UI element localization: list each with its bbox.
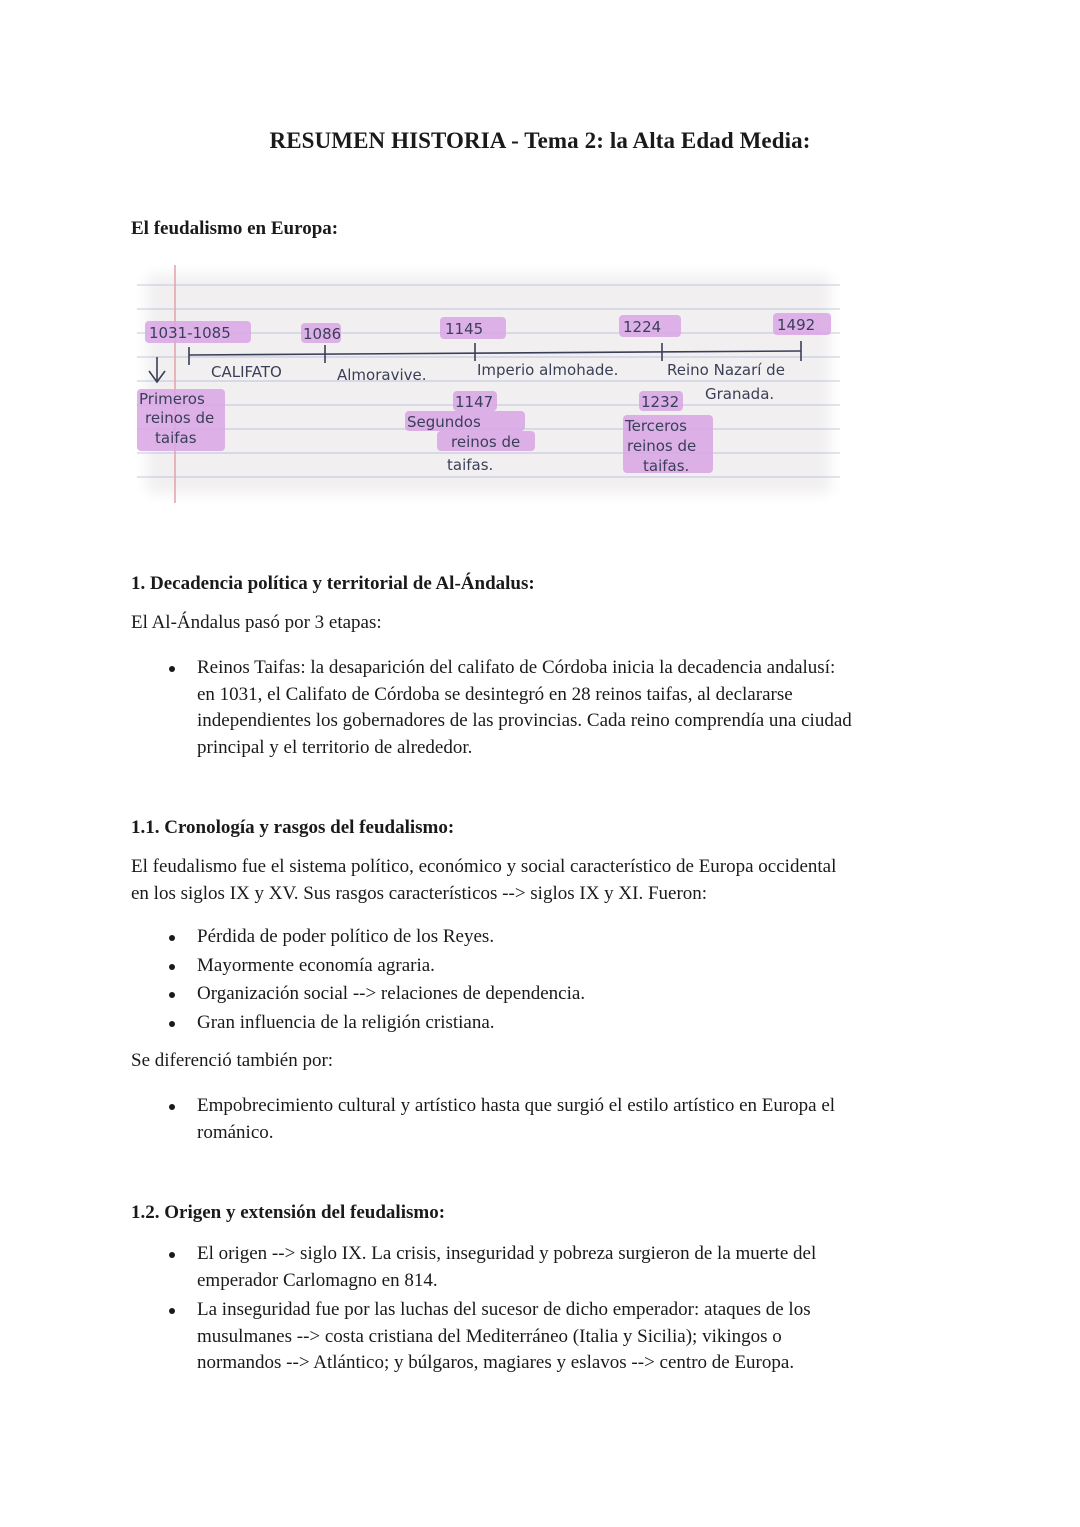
section-heading-feudalismo-europa: El feudalismo en Europa:: [131, 218, 339, 239]
section1-1-bullet-4: Gran influencia de la religión cristiana.: [197, 1011, 495, 1033]
timeline-note-2-line-3: taifas.: [447, 456, 494, 474]
section1-1-intro-line-2: en los siglos IX y XV. Sus rasgos característicos --> siglos IX y XI. Fueron:: [131, 882, 708, 904]
bullet-icon: [169, 1308, 175, 1314]
timeline-note-3-line-2: reinos de: [627, 437, 697, 455]
section-heading-cronologia: 1.1. Cronología y rasgos del feudalismo:: [131, 817, 455, 838]
section1-1-bullet2-1-line-2: románico.: [197, 1121, 274, 1143]
timeline-note-2-line-1: Segundos: [407, 413, 481, 431]
page-title: RESUMEN HISTORIA - Tema 2: la Alta Edad Media:: [269, 128, 811, 153]
section1-1-bullet-2: Mayormente economía agraria.: [197, 954, 435, 976]
timeline-note-3-line-1: Terceros: [625, 417, 687, 435]
section1-bullet-1-line-1: Reinos Taifas: la desaparición del califato de Córdoba inicia la decadencia andalusí:: [197, 657, 836, 678]
bullet-icon: [169, 992, 175, 998]
section1-2-bullet-2-line-3: normandos --> Atlántico; y búlgaros, magiares y eslavos --> centro de Europa.: [197, 1352, 795, 1373]
timeline-note-3-year: 1232: [641, 393, 680, 411]
section-heading-origen: 1.2. Origen y extensión del feudalismo:: [131, 1202, 446, 1223]
list-item: [131, 1093, 961, 1146]
section1-1-intro-line-1: El feudalismo fue el sistema político, económico y social característico de Europa occidental: [131, 856, 837, 877]
timeline-period-4: Reino Nazarí de: [667, 361, 785, 379]
list-item: [131, 981, 961, 1008]
section1-bullet-1-line-4: principal y el territorio de alrededor.: [197, 736, 473, 758]
list-item: [131, 1297, 961, 1377]
section1-intro: El Al-Ándalus pasó por 3 etapas:: [131, 612, 382, 633]
bullet-icon: [169, 1104, 175, 1110]
section1-2-bullet-1-line-2: emperador Carlomagno en 814.: [197, 1269, 438, 1291]
section1-bullet-1-line-2: en 1031, el Califato de Córdoba se desintegró en 28 reinos taifas, al declararse: [197, 683, 793, 705]
list-item: [131, 1010, 961, 1037]
list-item: [131, 953, 961, 980]
bullet-icon: [169, 935, 175, 941]
section1-1-intro: [131, 854, 951, 907]
section1-1-bullet2-1-line-1: Empobrecimiento cultural y artístico hasta que surgió el estilo artístico en Europa el: [197, 1095, 836, 1116]
section1-bullet-1-line-3: independientes los gobernadores de las provincias. Cada reino comprendía una ciudad: [197, 710, 852, 731]
timeline-note-2-year: 1147: [455, 393, 494, 411]
section-heading-decadencia: 1. Decadencia política y territorial de Al-Ándalus:: [131, 573, 535, 594]
timeline-period-3: Imperio almohade.: [477, 361, 619, 379]
timeline-period-1: CALIFATO: [211, 363, 282, 381]
timeline-year-2: 1086: [303, 325, 342, 343]
section1-1-bullet-list-2: [131, 1093, 961, 1146]
timeline-note-1-line-1: Primeros: [139, 390, 205, 408]
bullet-icon: [169, 1021, 175, 1027]
timeline-year-5: 1492: [777, 316, 816, 334]
bullet-icon: [169, 666, 175, 672]
timeline-year-1: 1031-1085: [149, 324, 231, 342]
bullet-icon: [169, 1252, 175, 1258]
timeline-note-3-line-3: taifas.: [643, 457, 690, 475]
section1-1-intro2: Se diferenció también por:: [131, 1050, 334, 1071]
section1-1-bullet-3: Organización social --> relaciones de dependencia.: [197, 983, 586, 1004]
timeline-note-1-line-2: reinos de: [145, 409, 215, 427]
list-item: [131, 655, 961, 761]
timeline-note-1-line-3: taifas: [155, 429, 197, 447]
list-item: [131, 924, 961, 951]
section1-2-bullet-2-line-1: La inseguridad fue por las luchas del sucesor de dicho emperador: ataques de los: [197, 1299, 811, 1320]
section1-1-bullet-1: Pérdida de poder político de los Reyes.: [197, 926, 495, 947]
timeline-period-5: Granada.: [705, 385, 775, 403]
timeline-year-3: 1145: [445, 320, 484, 338]
bullet-icon: [169, 964, 175, 970]
timeline-year-4: 1224: [623, 318, 662, 336]
section1-2-bullet-2-line-2: musulmanes --> costa cristiana del Mediterráneo (Italia y Sicilia); vikingos o: [197, 1325, 782, 1347]
timeline-period-2: Almoravive.: [337, 366, 427, 384]
section1-bullet-list: [131, 655, 961, 761]
section1-1-bullet-list: [131, 924, 961, 1036]
list-item: [131, 1241, 961, 1294]
section1-2-bullet-list: [131, 1241, 961, 1377]
timeline-notebook-photo: [137, 265, 840, 503]
section1-2-bullet-1-line-1: El origen --> siglo IX. La crisis, inseguridad y pobreza surgieron de la muerte del: [197, 1243, 817, 1264]
timeline-note-2-line-2: reinos de: [451, 433, 521, 451]
timeline-drawing: [137, 265, 840, 503]
